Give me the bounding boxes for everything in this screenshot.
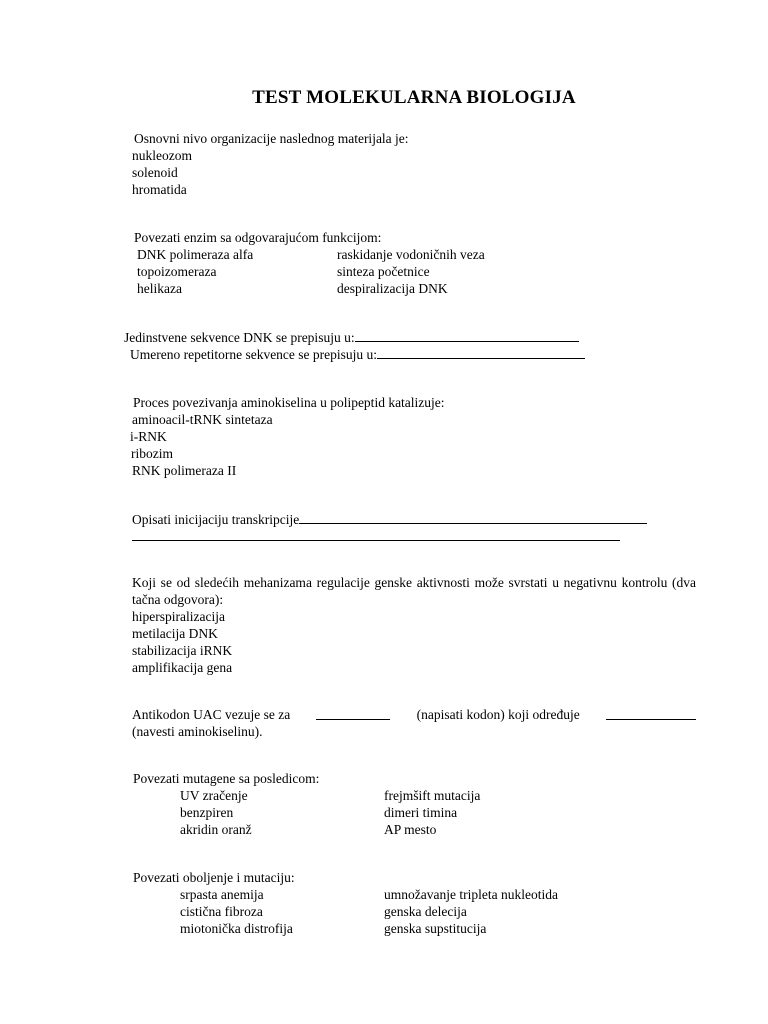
match-right: umnožavanje tripleta nukleotida	[384, 887, 558, 902]
match-row	[132, 246, 696, 263]
match-right: frejmšift mutacija	[384, 788, 481, 803]
question-4	[132, 394, 696, 479]
match-row	[132, 263, 696, 280]
answer-option: amplifikacija gena	[132, 660, 233, 675]
match-right: raskidanje vodoničnih veza	[337, 247, 485, 262]
fill-line-2	[124, 345, 688, 362]
codon-blank[interactable]	[316, 706, 390, 720]
fill-line-1	[132, 510, 696, 527]
match-row	[132, 920, 696, 937]
match-row	[132, 787, 696, 804]
question-text-part-3: (navesti aminokiselinu).	[132, 724, 263, 739]
match-left: DNK polimeraza alfa	[137, 247, 254, 262]
match-row	[132, 804, 696, 821]
answer-option: RNK polimeraza II	[132, 463, 237, 478]
question-text: Koji se od sledećih mehanizama regulacije genske aktivnosti može svrstati u negativnu kontrolu (dva tačna odgovora):	[132, 575, 696, 607]
match-left: miotonička distrofija	[180, 921, 293, 936]
question-text: Osnovni nivo organizacije naslednog materijala je:	[134, 131, 409, 146]
question-text: Proces povezivanja aminokiselina u polipeptid katalizuje:	[133, 395, 445, 410]
match-left: akridin oranž	[180, 822, 252, 837]
question-2	[132, 229, 696, 297]
match-left: srpasta anemija	[180, 887, 264, 902]
answer-option: stabilizacija iRNK	[132, 643, 233, 658]
question-8	[132, 770, 696, 838]
question-text: Umereno repetitorne sekvence se prepisuju u:	[130, 347, 378, 362]
match-row	[132, 903, 696, 920]
question-text-part-1: Antikodon UAC vezuje se za	[132, 707, 291, 722]
question-7	[132, 706, 696, 740]
fill-line-1	[132, 706, 696, 723]
match-right: genska delecija	[384, 904, 467, 919]
match-right: despiralizacija DNK	[337, 281, 448, 296]
answer-option: solenoid	[132, 165, 178, 180]
answer-option: i-RNK	[130, 429, 167, 444]
answer-blank[interactable]	[355, 328, 579, 342]
question-5	[132, 510, 696, 544]
question-text: Povezati oboljenje i mutaciju:	[133, 870, 295, 885]
question-text: Povezati mutagene sa posledicom:	[133, 771, 320, 786]
answer-option: hromatida	[132, 182, 187, 197]
question-text: Povezati enzim sa odgovarajućom funkcijom:	[134, 230, 382, 245]
match-right: sinteza početnice	[337, 264, 430, 279]
page-title: TEST MOLEKULARNA BIOLOGIJA	[252, 87, 576, 108]
question-9	[132, 869, 696, 937]
match-right: dimeri timina	[384, 805, 458, 820]
question-3	[124, 328, 688, 362]
answer-blank[interactable]	[377, 345, 585, 359]
answer-option: ribozim	[131, 446, 173, 461]
amino-acid-blank[interactable]	[606, 706, 696, 720]
answer-option: aminoacil-tRNK sintetaza	[132, 412, 273, 427]
question-6	[132, 574, 696, 676]
match-left: helikaza	[137, 281, 182, 296]
match-row	[132, 280, 696, 297]
match-right: AP mesto	[384, 822, 437, 837]
match-left: topoizomeraza	[137, 264, 217, 279]
question-text: Opisati inicijaciju transkripcije	[132, 512, 300, 527]
match-left: cistična fibroza	[180, 904, 263, 919]
match-left: UV zračenje	[180, 788, 248, 803]
fill-line-1	[124, 328, 688, 345]
match-row	[132, 821, 696, 838]
answer-option: hiperspiralizacija	[132, 609, 225, 624]
answer-blank[interactable]	[299, 510, 647, 524]
match-row	[132, 886, 696, 903]
question-text-part-2: (napisati kodon) koji određuje	[416, 707, 580, 722]
question-text: Jedinstvene sekvence DNK se prepisuju u:	[124, 330, 355, 345]
answer-option: nukleozom	[132, 148, 192, 163]
match-left: benzpiren	[180, 805, 234, 820]
match-right: genska supstitucija	[384, 921, 487, 936]
answer-blank[interactable]	[132, 527, 620, 541]
question-1	[132, 130, 696, 198]
fill-line-2	[132, 527, 696, 544]
answer-option: metilacija DNK	[132, 626, 218, 641]
